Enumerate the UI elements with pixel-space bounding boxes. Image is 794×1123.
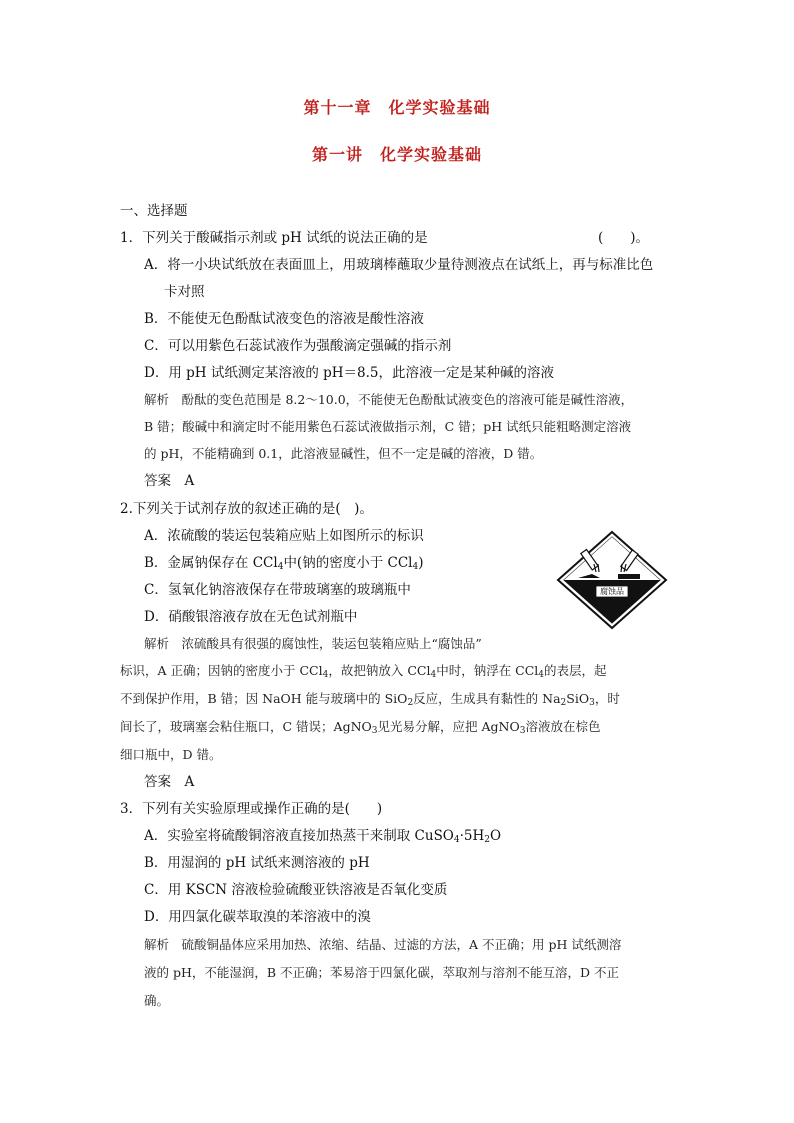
q1-option-b: B．不能使无色酚酞试液变色的溶液是酸性溶液	[144, 311, 424, 327]
q3-option-c: C．用 KSCN 溶液检验硫酸亚铁溶液是否氧化变质	[144, 882, 448, 898]
q2-analysis-line1: 解析 浓硫酸具有很强的腐蚀性，装运包装箱应贴上“腐蚀品”	[144, 636, 482, 651]
q2-analysis-line5: 细口瓶中，D 错。	[120, 747, 222, 762]
q3-option-a: A．实验室将硫酸铜溶液直接加热蒸干来制取 $CuSO_4\cdot 5H_2O$	[144, 828, 502, 845]
q3-option-b: B．用湿润的 pH 试纸来测溶液的 pH	[144, 855, 370, 871]
q1-option-a-cont: 卡对照	[164, 284, 205, 300]
q2-analysis-line3: 不到保护作用，B 错；因 NaOH 能与玻璃中的 SiO$_2$反应，生成具有黏性的 $Na_2SiO_3$，时	[120, 691, 620, 708]
q3-stem: 3．下列有关实验原理或操作正确的是( )	[120, 801, 383, 817]
q1-analysis-line3: 的 pH，不能精确到 0.1，此溶液显碱性，但不一定是碱的溶液，D 错。	[144, 446, 543, 461]
q1-analysis-line2: B 错；酸碱中和滴定时不能用紫色石蕊试液做指示剂，C 错；pH 试纸只能粗略测定溶液	[144, 419, 632, 434]
q1-answer: 答案 A	[144, 473, 195, 489]
q3-analysis-line1: 解析 硫酸铜晶体应采用加热、浓缩、结晶、过滤的方法，A 不正确；用 pH 试纸测溶	[144, 937, 622, 952]
q3-analysis-line3: 确。	[144, 993, 170, 1008]
q3-option-d: D．用四氯化碳萃取溴的苯溶液中的溴	[144, 909, 371, 925]
q1-option-a: A．将一小块试纸放在表面皿上，用玻璃棒蘸取少量待测液点在试纸上，再与标准比色	[144, 257, 654, 273]
q2-option-d: D．硝酸银溶液存放在无色试剂瓶中	[144, 609, 358, 625]
lesson-title: 第一讲 化学实验基础	[311, 145, 482, 164]
q2-analysis-line4: 间长了，玻璃塞会粘住瓶口，C 错误；AgNO$_3$见光易分解，应把 AgNO$_3$溶液放在棕色	[120, 719, 601, 736]
corrosive-diamond-icon	[556, 530, 668, 630]
q1-analysis-line1: 解析 酚酞的变色范围是 8.2～10.0，不能使无色酚酞试液变色的溶液可能是碱性溶液，	[144, 392, 634, 407]
q1-option-d: D．用 pH 试纸测定某溶液的 pH＝8.5，此溶液一定是某种碱的溶液	[144, 365, 554, 381]
q3-analysis-line2: 液的 pH，不能湿润，B 不正确；苯易溶于四氯化碳，萃取剂与溶剂不能互溶，D 不正	[144, 965, 620, 980]
q1-answer-blank: ( )。	[598, 230, 650, 246]
q2-option-a: A．浓硫酸的装运包装箱应贴上如图所示的标识	[144, 528, 424, 544]
q1-option-c: C．可以用紫色石蕊试液作为强酸滴定强碱的指示剂	[144, 338, 452, 354]
q2-option-b: B．金属钠保存在 CCl$_4$中(钠的密度小于 CCl$_4$)	[144, 555, 424, 572]
sign-label: 腐蚀品	[600, 587, 624, 596]
q2-analysis-line2: 标识，A 正确；因钠的密度小于 CCl$_4$，故把钠放入 CCl$_4$中时，钠浮在 CCl$_4$的表层，起	[120, 663, 607, 680]
q2-answer: 答案 A	[144, 774, 195, 790]
q2-stem: 2.下列关于试剂存放的叙述正确的是( )。	[120, 501, 373, 517]
chapter-title: 第十一章 化学实验基础	[303, 98, 491, 117]
q2-option-c: C．氢氧化钠溶液保存在带玻璃塞的玻璃瓶中	[144, 582, 411, 598]
q1-stem: 1．下列关于酸碱指示剂或 pH 试纸的说法正确的是	[120, 230, 428, 246]
corrosive-hazard-sign	[556, 530, 668, 630]
section-heading: 一、选择题	[120, 203, 188, 219]
